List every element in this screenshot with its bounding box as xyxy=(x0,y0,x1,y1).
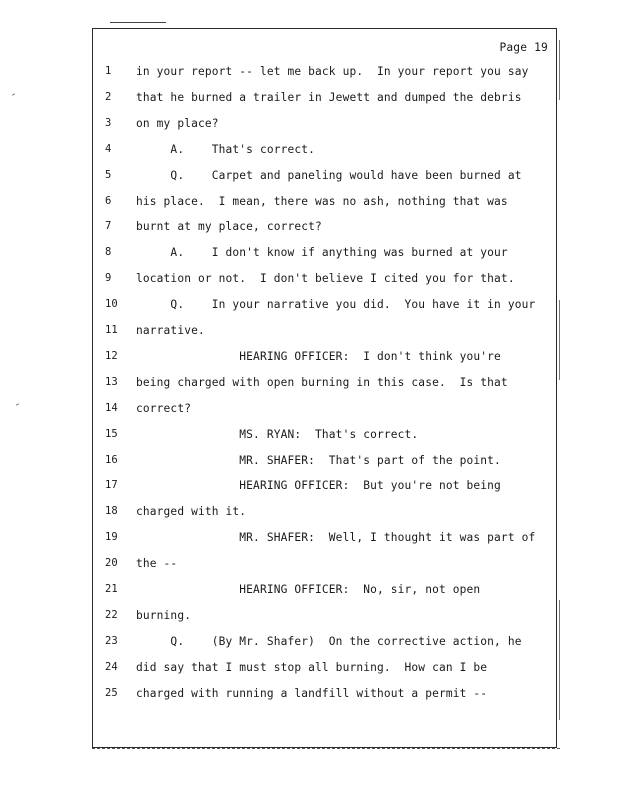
line-number: 4 xyxy=(105,142,112,155)
line-text: on my place? xyxy=(136,116,219,130)
bottom-rule xyxy=(92,748,560,749)
line-text: charged with running a landfill without a permit -- xyxy=(136,686,488,700)
line-text: correct? xyxy=(136,401,192,415)
line-text: MR. SHAFER: Well, I thought it was part of xyxy=(136,531,536,545)
line-number: 15 xyxy=(105,427,118,440)
line-number: 7 xyxy=(105,220,112,233)
line-text: MR. SHAFER: That's part of the point. xyxy=(136,453,501,467)
right-edge-scan-artifact xyxy=(559,300,560,380)
line-text: Q. In your narrative you did. You have it in your xyxy=(136,298,536,312)
line-number: 18 xyxy=(105,505,118,518)
left-margin-mark xyxy=(12,93,15,95)
line-number: 10 xyxy=(105,298,118,311)
line-text: charged with it. xyxy=(136,505,247,519)
top-scan-mark xyxy=(110,22,166,23)
line-number: 24 xyxy=(105,660,118,673)
line-text: Q. (By Mr. Shafer) On the corrective action, he xyxy=(136,634,522,648)
line-text: Q. Carpet and paneling would have been burned at xyxy=(136,168,522,182)
line-number: 19 xyxy=(105,531,118,544)
line-number: 25 xyxy=(105,686,118,699)
line-text: HEARING OFFICER: But you're not being xyxy=(136,479,501,493)
line-text: being charged with open burning in this case. Is that xyxy=(136,375,508,389)
line-text: HEARING OFFICER: No, sir, not open xyxy=(136,583,481,596)
line-number: 16 xyxy=(105,453,118,466)
line-text: that he burned a trailer in Jewett and dumped the debris xyxy=(136,90,522,104)
line-text: MS. RYAN: That's correct. xyxy=(136,427,419,441)
line-text: location or not. I don't believe I cited you for that. xyxy=(136,272,515,286)
line-text: his place. I mean, there was no ash, nothing that was xyxy=(136,194,508,208)
line-text: HEARING OFFICER: I don't think you're xyxy=(136,349,501,363)
line-text: narrative. xyxy=(136,324,205,337)
line-number: 11 xyxy=(105,324,118,336)
line-number: 1 xyxy=(105,65,112,77)
line-text: the -- xyxy=(136,557,178,571)
line-number: 9 xyxy=(105,272,112,285)
line-text: burnt at my place, correct? xyxy=(136,220,322,234)
line-number: 17 xyxy=(105,479,118,492)
line-text: burning. xyxy=(136,608,192,622)
line-number: 2 xyxy=(105,90,112,103)
line-text: did say that I must stop all burning. How can I be xyxy=(136,660,488,674)
transcript-page xyxy=(92,28,557,748)
line-text: A. I don't know if anything was burned at your xyxy=(136,246,508,260)
line-number: 21 xyxy=(105,583,118,595)
line-number: 3 xyxy=(105,116,112,129)
line-number: 6 xyxy=(105,194,112,207)
right-edge-scan-artifact xyxy=(559,600,560,720)
line-number: 8 xyxy=(105,246,112,259)
line-number: 23 xyxy=(105,634,118,647)
line-number: 22 xyxy=(105,608,118,621)
line-number: 13 xyxy=(105,375,118,388)
right-edge-scan-artifact xyxy=(559,40,560,100)
line-number: 20 xyxy=(105,557,118,570)
page-number: Page 19 xyxy=(499,41,548,54)
line-text: A. That's correct. xyxy=(136,142,316,156)
line-number: 14 xyxy=(105,401,118,414)
left-margin-mark xyxy=(16,403,19,405)
line-number: 12 xyxy=(105,349,118,362)
line-text: in your report -- let me back up. In your report you say xyxy=(136,65,529,78)
line-number: 5 xyxy=(105,168,112,181)
